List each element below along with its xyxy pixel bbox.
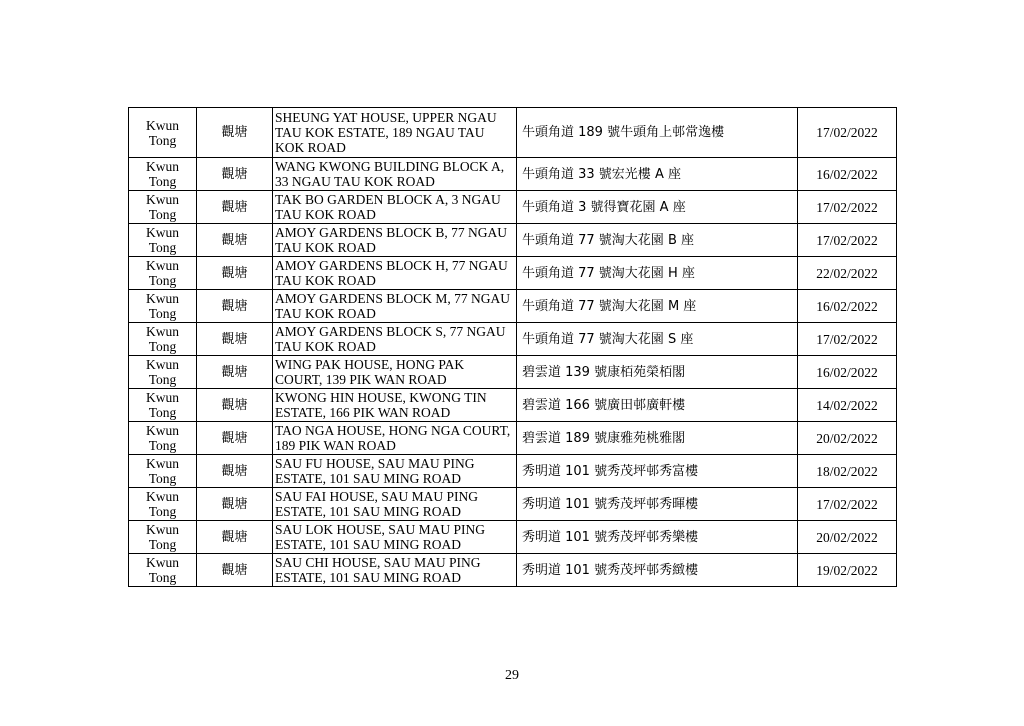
table-row: [129, 554, 897, 587]
address-zh-cell: 碧雲道 139 號康栢苑榮栢閣: [517, 356, 798, 389]
date-cell: 17/02/2022: [798, 191, 897, 224]
table-row: [129, 488, 897, 521]
address-en-cell: AMOY GARDENS BLOCK B, 77 NGAU TAU KOK ROAD: [273, 224, 517, 257]
district-en-cell: Kwun Tong: [129, 257, 197, 290]
address-zh-cell: 碧雲道 166 號廣田邨廣軒樓: [517, 389, 798, 422]
district-en-cell: Kwun Tong: [129, 422, 197, 455]
date-cell: 17/02/2022: [798, 108, 897, 158]
address-zh-cell: 牛頭角道 33 號宏光樓 A 座: [517, 158, 798, 191]
address-zh-cell: 牛頭角道 3 號得寶花園 A 座: [517, 191, 798, 224]
district-zh-cell: 觀塘: [197, 356, 273, 389]
district-en-cell: Kwun Tong: [129, 488, 197, 521]
district-zh-cell: 觀塘: [197, 224, 273, 257]
district-en-cell: Kwun Tong: [129, 389, 197, 422]
date-cell: 16/02/2022: [798, 158, 897, 191]
date-cell: 17/02/2022: [798, 224, 897, 257]
district-en-cell: Kwun Tong: [129, 323, 197, 356]
district-zh-cell: 觀塘: [197, 422, 273, 455]
district-en-cell: Kwun Tong: [129, 356, 197, 389]
address-en-cell: AMOY GARDENS BLOCK M, 77 NGAU TAU KOK ROAD: [273, 290, 517, 323]
address-zh-cell: 牛頭角道 77 號淘大花園 M 座: [517, 290, 798, 323]
date-cell: 18/02/2022: [798, 455, 897, 488]
address-zh-cell: 碧雲道 189 號康雅苑桃雅閣: [517, 422, 798, 455]
address-en-cell: SHEUNG YAT HOUSE, UPPER NGAU TAU KOK ESTATE, 189 NGAU TAU KOK ROAD: [273, 108, 517, 158]
date-cell: 14/02/2022: [798, 389, 897, 422]
address-en-cell: AMOY GARDENS BLOCK S, 77 NGAU TAU KOK ROAD: [273, 323, 517, 356]
address-zh-cell: 牛頭角道 189 號牛頭角上邨常逸樓: [517, 108, 798, 158]
table-row: [129, 356, 897, 389]
table-row: [129, 422, 897, 455]
address-zh-cell: 秀明道 101 號秀茂坪邨秀緻樓: [517, 554, 798, 587]
district-zh-cell: 觀塘: [197, 323, 273, 356]
address-en-cell: TAK BO GARDEN BLOCK A, 3 NGAU TAU KOK ROAD: [273, 191, 517, 224]
address-en-cell: WING PAK HOUSE, HONG PAK COURT, 139 PIK WAN ROAD: [273, 356, 517, 389]
district-en-cell: Kwun Tong: [129, 191, 197, 224]
date-cell: 16/02/2022: [798, 356, 897, 389]
district-en-cell: Kwun Tong: [129, 290, 197, 323]
district-zh-cell: 觀塘: [197, 521, 273, 554]
district-zh-cell: 觀塘: [197, 108, 273, 158]
address-zh-cell: 牛頭角道 77 號淘大花園 S 座: [517, 323, 798, 356]
district-en-cell: Kwun Tong: [129, 224, 197, 257]
table-row: [129, 158, 897, 191]
table-row: [129, 290, 897, 323]
page-number: 29: [505, 668, 519, 683]
district-en-cell: Kwun Tong: [129, 158, 197, 191]
address-en-cell: SAU CHI HOUSE, SAU MAU PING ESTATE, 101 SAU MING ROAD: [273, 554, 517, 587]
district-zh-cell: 觀塘: [197, 257, 273, 290]
address-en-cell: AMOY GARDENS BLOCK H, 77 NGAU TAU KOK ROAD: [273, 257, 517, 290]
district-en-cell: Kwun Tong: [129, 554, 197, 587]
district-zh-cell: 觀塘: [197, 554, 273, 587]
table-row: [129, 224, 897, 257]
address-zh-cell: 牛頭角道 77 號淘大花園 B 座: [517, 224, 798, 257]
district-zh-cell: 觀塘: [197, 191, 273, 224]
building-list-table: [128, 107, 897, 587]
address-zh-cell: 牛頭角道 77 號淘大花園 H 座: [517, 257, 798, 290]
district-zh-cell: 觀塘: [197, 158, 273, 191]
table-row: [129, 521, 897, 554]
table-row: [129, 389, 897, 422]
date-cell: 20/02/2022: [798, 521, 897, 554]
building-list-table-container: [128, 107, 897, 587]
table-row: [129, 257, 897, 290]
address-en-cell: SAU FAI HOUSE, SAU MAU PING ESTATE, 101 SAU MING ROAD: [273, 488, 517, 521]
address-en-cell: KWONG HIN HOUSE, KWONG TIN ESTATE, 166 PIK WAN ROAD: [273, 389, 517, 422]
address-zh-cell: 秀明道 101 號秀茂坪邨秀樂樓: [517, 521, 798, 554]
table-row: [129, 108, 897, 158]
address-en-cell: TAO NGA HOUSE, HONG NGA COURT, 189 PIK WAN ROAD: [273, 422, 517, 455]
date-cell: 16/02/2022: [798, 290, 897, 323]
date-cell: 22/02/2022: [798, 257, 897, 290]
table-row: [129, 191, 897, 224]
address-zh-cell: 秀明道 101 號秀茂坪邨秀暉樓: [517, 488, 798, 521]
date-cell: 17/02/2022: [798, 323, 897, 356]
district-en-cell: Kwun Tong: [129, 521, 197, 554]
address-zh-cell: 秀明道 101 號秀茂坪邨秀富樓: [517, 455, 798, 488]
address-en-cell: SAU LOK HOUSE, SAU MAU PING ESTATE, 101 SAU MING ROAD: [273, 521, 517, 554]
address-en-cell: WANG KWONG BUILDING BLOCK A, 33 NGAU TAU KOK ROAD: [273, 158, 517, 191]
district-zh-cell: 觀塘: [197, 290, 273, 323]
district-zh-cell: 觀塘: [197, 455, 273, 488]
date-cell: 20/02/2022: [798, 422, 897, 455]
date-cell: 17/02/2022: [798, 488, 897, 521]
district-en-cell: Kwun Tong: [129, 455, 197, 488]
district-en-cell: Kwun Tong: [129, 108, 197, 158]
address-en-cell: SAU FU HOUSE, SAU MAU PING ESTATE, 101 SAU MING ROAD: [273, 455, 517, 488]
table-body: [129, 108, 897, 587]
district-zh-cell: 觀塘: [197, 389, 273, 422]
district-zh-cell: 觀塘: [197, 488, 273, 521]
table-row: [129, 323, 897, 356]
table-row: [129, 455, 897, 488]
date-cell: 19/02/2022: [798, 554, 897, 587]
